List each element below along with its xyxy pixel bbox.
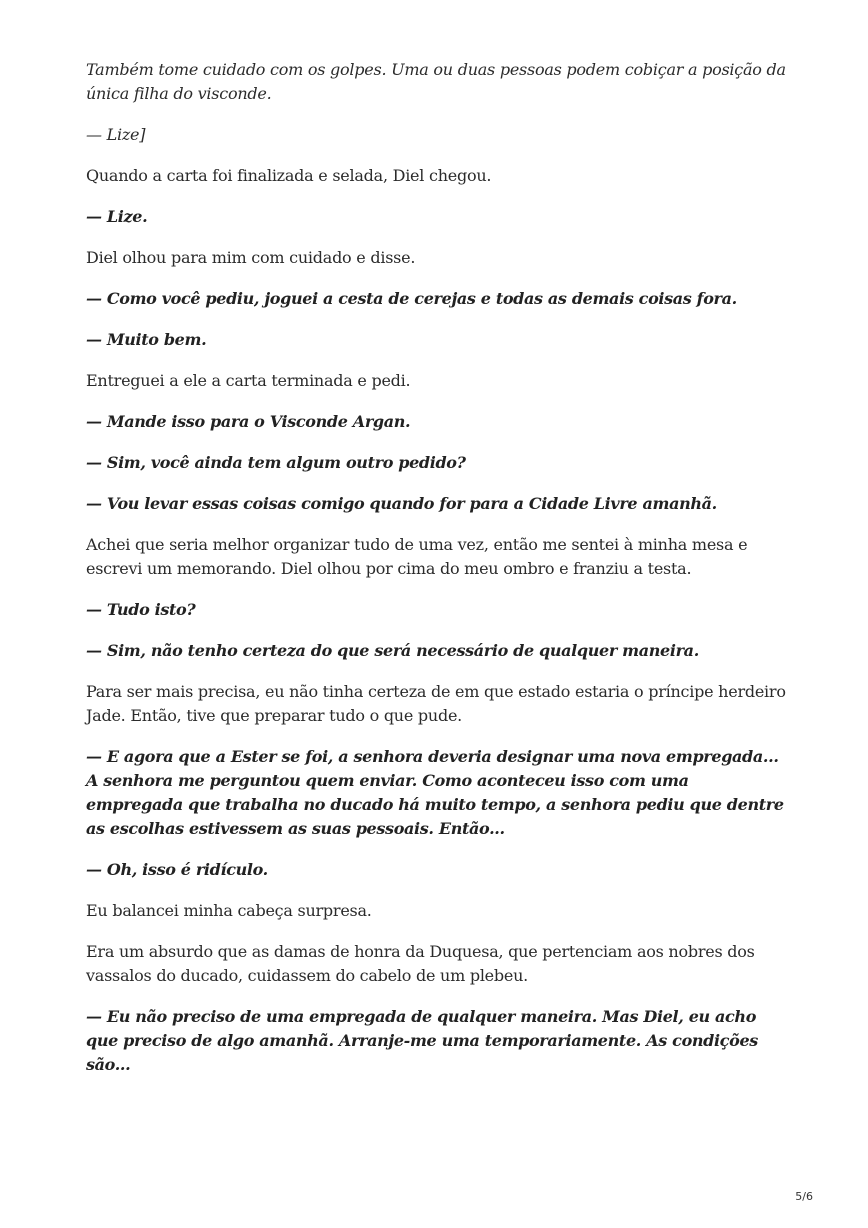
dialogue-line: — Lize. (86, 207, 148, 226)
dialogue-line: — Mande isso para o Visconde Argan. (86, 412, 411, 431)
paragraph: Diel olhou para mim com cuidado e disse. (86, 248, 416, 267)
dialogue-line: — Sim, você ainda tem algum outro pedido? (86, 453, 466, 472)
dialogue-line: — Sim, não tenho certeza do que será necessário de qualquer maneira. (86, 641, 699, 660)
paragraph: Era um absurdo que as damas de honra da Duquesa, que pertenciam aos nobres dos vassalos do ducado, cuidassem do cabelo de um plebeu. (86, 942, 755, 985)
paragraph: — Lize] (86, 125, 146, 144)
dialogue-line: — E agora que a Ester se foi, a senhora deveria designar uma nova empregada... A senhora me perguntou quem enviar. Como aconteceu isso com uma empregada que trabalha no ducado há muito tempo, a senhora pediu que dentre as escolhas estivessem as suas pessoais. Então... (86, 747, 784, 838)
dialogue-line: — Oh, isso é ridículo. (86, 860, 268, 879)
dialogue-line: — Como você pediu, joguei a cesta de cerejas e todas as demais coisas fora. (86, 289, 737, 308)
paragraph: Eu balancei minha cabeça surpresa. (86, 901, 372, 920)
paragraph: Quando a carta foi finalizada e selada, Diel chegou. (86, 166, 492, 185)
dialogue-line: — Vou levar essas coisas comigo quando for para a Cidade Livre amanhã. (86, 494, 717, 513)
page-number: 5/6 (795, 1190, 813, 1203)
paragraph: Para ser mais precisa, eu não tinha certeza de em que estado estaria o príncipe herdeiro Jade. Então, tive que preparar tudo o que pude. (86, 682, 786, 725)
paragraph: Também tome cuidado com os golpes. Uma ou duas pessoas podem cobiçar a posição da única filha do visconde. (86, 60, 786, 103)
paragraph: Achei que seria melhor organizar tudo de uma vez, então me sentei à minha mesa e escrevi um memorando. Diel olhou por cima do meu ombro e franziu a testa. (86, 535, 748, 578)
paragraph: Entreguei a ele a carta terminada e pedi. (86, 371, 411, 390)
dialogue-line: — Tudo isto? (86, 600, 196, 619)
dialogue-line: — Muito bem. (86, 330, 207, 349)
dialogue-line: — Eu não preciso de uma empregada de qualquer maneira. Mas Diel, eu acho que preciso de algo amanhã. Arranje-me uma temporariamente. As condições são... (86, 1007, 758, 1074)
document-body (86, 58, 786, 1094)
